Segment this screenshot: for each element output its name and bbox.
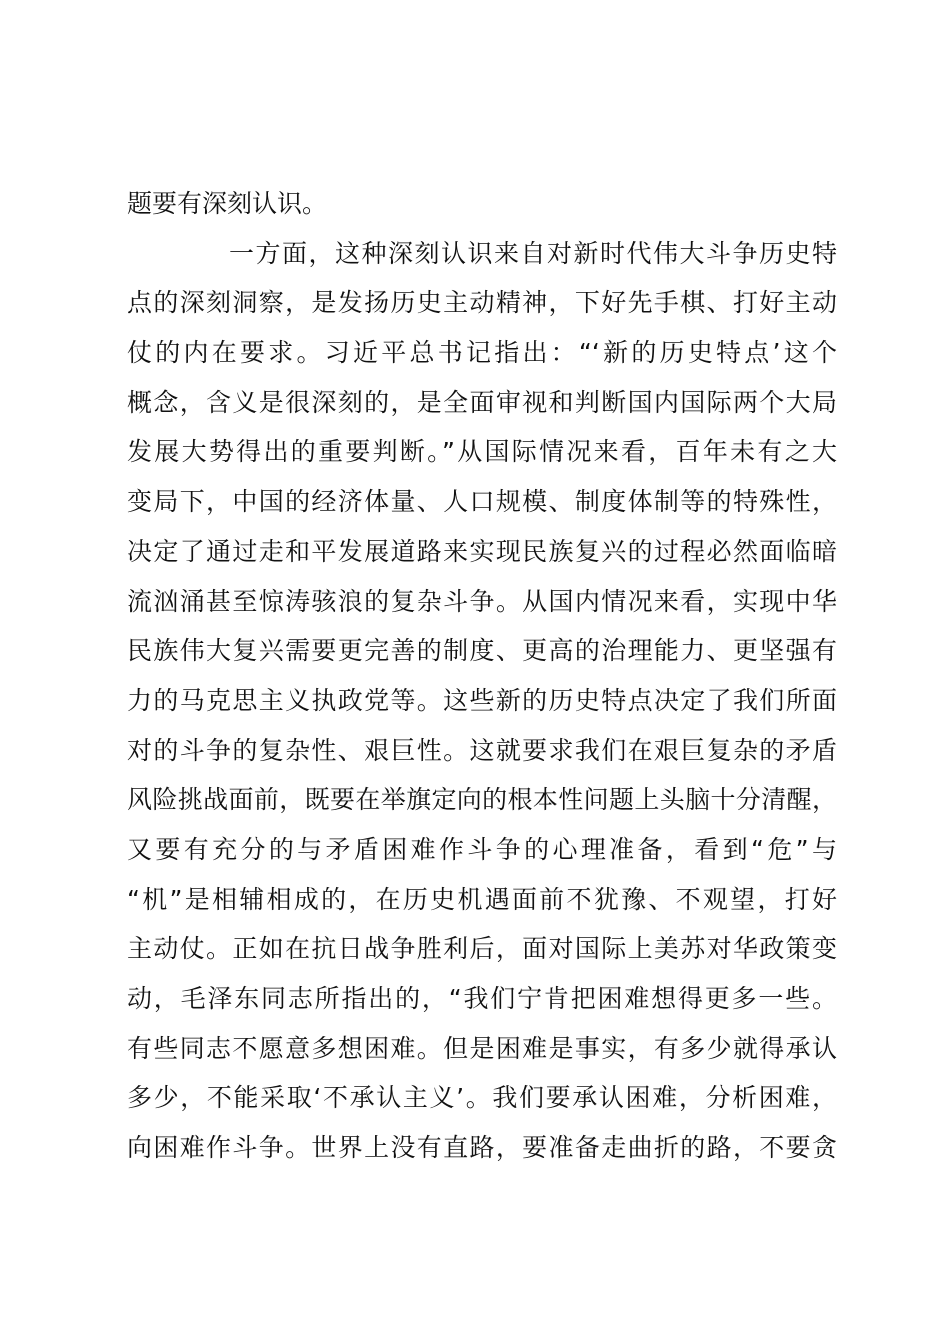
- text-line: 主动仗。正如在抗日战争胜利后，面对国际上美苏对华政策变: [127, 934, 837, 964]
- text-line: 变局下，中国的经济体量、人口规模、制度体制等的特殊性，: [127, 487, 837, 517]
- text-line: 流汹涌甚至惊涛骇浪的复杂斗争。从国内情况来看，实现中华: [127, 586, 837, 616]
- text-line: 风险挑战面前，既要在举旗定向的根本性问题上头脑十分清醒，: [127, 785, 837, 815]
- text-line: 决定了通过走和平发展道路来实现民族复兴的过程必然面临暗: [127, 536, 837, 566]
- text-line: 民族伟大复兴需要更完善的制度、更高的治理能力、更坚强有: [127, 636, 837, 666]
- text-line: 概念，含义是很深刻的，是全面审视和判断国内国际两个大局: [127, 387, 837, 417]
- text-line: 有些同志不愿意多想困难。但是困难是事实，有多少就得承认: [127, 1033, 837, 1063]
- text-line: 题要有深刻认识。: [127, 189, 328, 218]
- text-line: 对的斗争的复杂性、艰巨性。这就要求我们在艰巨复杂的矛盾: [127, 735, 837, 765]
- text-line: 多少，不能采取‘不承认主义’。我们要承认困难，分析困难，: [127, 1083, 837, 1113]
- text-line: 又要有充分的与矛盾困难作斗争的心理准备，看到“危”与: [127, 834, 837, 864]
- text-line: 点的深刻洞察，是发扬历史主动精神，下好先手棋、打好主动: [127, 288, 837, 318]
- text-line: 发展大势得出的重要判断。”从国际情况来看，百年未有之大: [127, 437, 837, 467]
- body-text: [127, 179, 837, 1173]
- text-line: 力的马克思主义执政党等。这些新的历史特点决定了我们所面: [127, 685, 837, 715]
- text-line: 一方面，这种深刻认识来自对新时代伟大斗争历史特: [229, 238, 837, 268]
- text-line: 动，毛泽东同志所指出的，“我们宁肯把困难想得更多一些。: [127, 984, 837, 1013]
- text-line: 仗的内在要求。习近平总书记指出：“‘新的历史特点’这个: [127, 338, 837, 368]
- text-line: “机”是相辅相成的，在历史机遇面前不犹豫、不观望，打好: [127, 884, 837, 914]
- text-line: 向困难作斗争。世界上没有直路，要准备走曲折的路，不要贪: [127, 1133, 837, 1163]
